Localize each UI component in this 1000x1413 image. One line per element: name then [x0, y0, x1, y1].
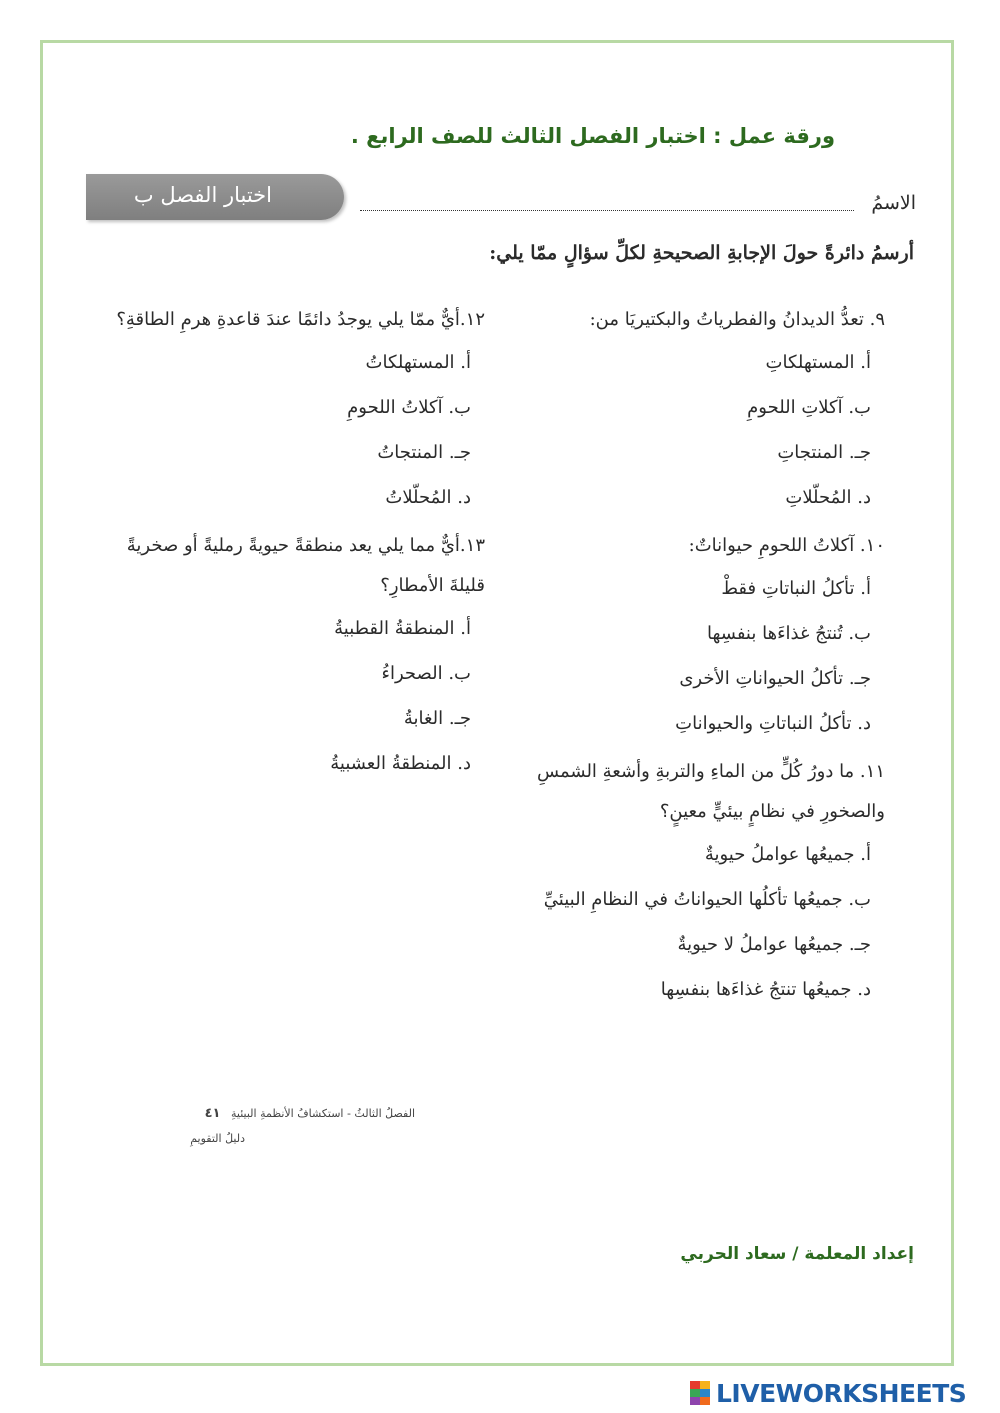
name-label: الاسمُ	[871, 192, 916, 214]
question-12	[100, 300, 485, 520]
question-stem: ١٠. آكلاتُ اللحومِ حيواناتٌ:	[688, 535, 885, 556]
question-13	[100, 526, 485, 786]
question-11	[500, 752, 885, 1012]
page-number: ٤١	[204, 1106, 221, 1121]
answer-option[interactable]: أ. جميعُها عواملُ حيويةٌ	[704, 844, 871, 865]
answer-option[interactable]: د. تأكلُ النباتاتِ والحيواناتِ	[675, 713, 871, 734]
instruction-text: أرسمُ دائرةً حولَ الإجابةِ الصحيحةِ لكلِّ سؤالٍ ممّا يلي:	[489, 242, 914, 264]
question-stem: ٩. تعدُّ الديدانُ والفطرياتُ والبكتيريَا من:	[589, 309, 885, 330]
answer-option[interactable]: جـ. الغابةُ	[403, 708, 471, 729]
worksheet-title: ورقة عمل : اختبار الفصل الثالث للصف الرابع .	[350, 124, 835, 148]
question-10	[500, 526, 885, 746]
question-stem: ١٢.أيٌّ ممّا يلي يوجدُ دائمًا عندَ قاعدةِ هرمِ الطاقةِ؟	[116, 309, 485, 330]
answer-option[interactable]: د. جميعُها تنتجُ غذاءَها بنفسِها	[660, 979, 871, 1000]
answer-option[interactable]: ب. آكلاتُ اللحومِ	[347, 397, 471, 418]
answer-option[interactable]: ب. الصحراءُ	[381, 663, 471, 684]
student-name-row	[360, 192, 916, 220]
teacher-credit: إعداد المعلمة / سعاد الحربي	[680, 1244, 914, 1264]
question-stem: ١٣.أيٌّ مما يلي يعد منطقةً حيويةً رمليةً أو صخريةً قليلةَ الأمطارِ؟	[126, 535, 485, 596]
liveworksheets-brand	[690, 1378, 995, 1408]
answer-option[interactable]: جـ. جميعُها عواملُ لا حيويةٌ	[677, 934, 871, 955]
answer-option[interactable]: أ. المستهلكاتِ	[765, 352, 871, 373]
name-input-line[interactable]	[360, 210, 854, 211]
question-9	[500, 300, 885, 520]
brand-name: LIVEWORKSHEETS	[716, 1378, 967, 1408]
chapter-test-tab-label: اختبار الفصل ب	[133, 183, 272, 207]
answer-option[interactable]: جـ. تأكلُ الحيواناتِ الأخرى	[679, 668, 871, 689]
answer-option[interactable]: أ. المنطقةُ القطبيةُ	[334, 618, 471, 639]
questions-left-column	[100, 300, 485, 786]
assessment-guide-label: دليلُ التقويمِ	[190, 1132, 245, 1145]
answer-option[interactable]: د. المُحلّلاتِ	[785, 487, 871, 508]
answer-option[interactable]: أ. المستهلكاتُ	[365, 352, 471, 373]
answer-option[interactable]: د. المُحلّلاتُ	[385, 487, 471, 508]
question-stem: ١١. ما دورُ كُلٍّ من الماءِ والتربةِ وأشعةِ الشمسِ والصخورِ في نظامٍ بيئيٍّ معينٍ؟	[537, 761, 885, 822]
answer-option[interactable]: ب. تُنتجُ غذاءَها بنفسِها	[706, 623, 871, 644]
answer-option[interactable]: جـ. المنتجاتِ	[777, 442, 871, 463]
questions-right-column	[500, 300, 885, 1012]
answer-option[interactable]: ب. آكلاتِ اللحومِ	[747, 397, 871, 418]
liveworksheets-logo-icon	[690, 1381, 710, 1405]
answer-option[interactable]: ب. جميعُها تأكلُها الحيواناتُ في النظامِ البيئيِّ	[543, 889, 871, 910]
chapter-footer-text: الفصلُ الثالثُ - استكشافُ الأنظمةِ البيئيةِ	[230, 1107, 415, 1120]
chapter-footer	[140, 1106, 415, 1121]
answer-option[interactable]: جـ. المنتجاتُ	[377, 442, 471, 463]
chapter-test-tab	[86, 174, 344, 220]
answer-option[interactable]: د. المنطقةُ العشبيةُ	[330, 753, 471, 774]
answer-option[interactable]: أ. تأكلُ النباتاتِ فقطْ	[721, 578, 871, 599]
